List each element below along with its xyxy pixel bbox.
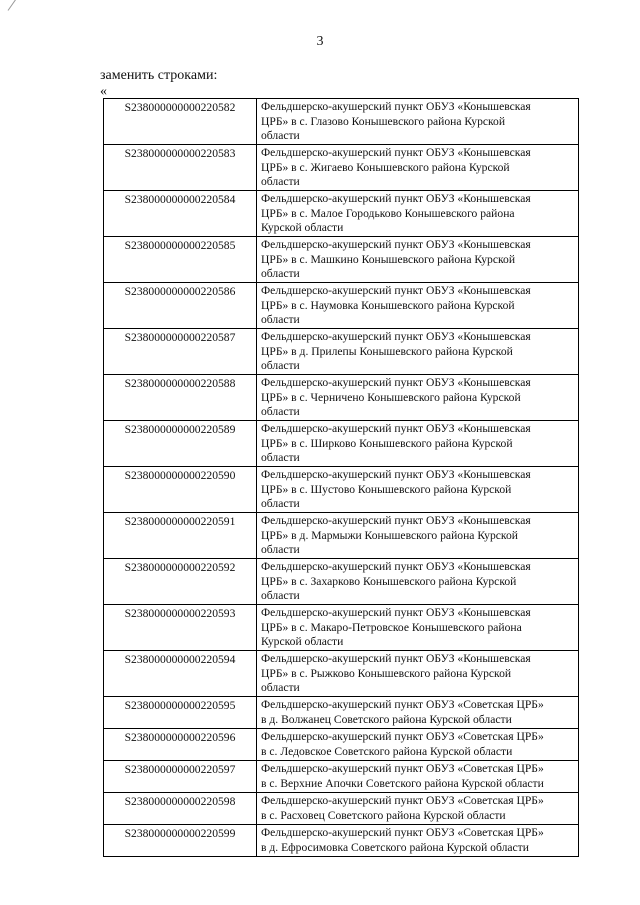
- facility-description-cell: [257, 825, 579, 857]
- facility-description-line: Фельдшерско-акушерский пункт ОБУЗ «Конышевская: [261, 560, 531, 573]
- table-row: [104, 99, 579, 145]
- table-row: [104, 559, 579, 605]
- facility-description-cell: [257, 605, 579, 651]
- facility-table-body: [104, 99, 579, 857]
- facility-description-line: Фельдшерско-акушерский пункт ОБУЗ «Конышевская: [261, 422, 531, 435]
- facility-description-cell: [257, 697, 579, 729]
- facility-description-line: Курской области: [261, 221, 344, 234]
- facility-code-cell: S238000000000220592: [104, 559, 257, 605]
- facility-description-cell: [257, 421, 579, 467]
- corner-scan-mark: [8, 0, 17, 11]
- table-row: [104, 421, 579, 467]
- facility-description-cell: [257, 513, 579, 559]
- table-row: [104, 283, 579, 329]
- facility-description-line: Фельдшерско-акушерский пункт ОБУЗ «Советская ЦРБ»: [261, 762, 544, 775]
- facility-table: [103, 98, 579, 857]
- facility-description-line: Фельдшерско-акушерский пункт ОБУЗ «Конышевская: [261, 238, 531, 251]
- facility-description-cell: [257, 99, 579, 145]
- facility-description-line: Фельдшерско-акушерский пункт ОБУЗ «Советская ЦРБ»: [261, 698, 544, 711]
- table-row: [104, 793, 579, 825]
- facility-description-line: ЦРБ» в с. Шустово Конышевского района Курской: [261, 482, 512, 496]
- facility-code-cell: S238000000000220587: [104, 329, 257, 375]
- facility-description-cell: [257, 145, 579, 191]
- facility-description-cell: [257, 467, 579, 513]
- facility-description-line: Фельдшерско-акушерский пункт ОБУЗ «Советская ЦРБ»: [261, 794, 544, 807]
- table-row: [104, 825, 579, 857]
- facility-description-line: области: [261, 267, 300, 280]
- facility-description-line: области: [261, 543, 300, 556]
- facility-description-line: Курской области: [261, 635, 344, 648]
- table-row: [104, 375, 579, 421]
- facility-code-cell: S238000000000220586: [104, 283, 257, 329]
- table-row: [104, 697, 579, 729]
- facility-description-cell: [257, 191, 579, 237]
- facility-description-line: ЦРБ» в с. Захарково Конышевского района Курской: [261, 574, 517, 588]
- facility-description-line: ЦРБ» в с. Рыжково Конышевского района Курской: [261, 666, 512, 680]
- facility-description-line: Фельдшерско-акушерский пункт ОБУЗ «Конышевская: [261, 330, 531, 343]
- facility-description-line: Фельдшерско-акушерский пункт ОБУЗ «Конышевская: [261, 468, 531, 481]
- facility-description-line: ЦРБ» в с. Жигаево Конышевского района Курской: [261, 160, 510, 174]
- facility-description-line: области: [261, 451, 300, 464]
- table-row: [104, 237, 579, 283]
- facility-description-line: Фельдшерско-акушерский пункт ОБУЗ «Конышевская: [261, 652, 531, 665]
- facility-description-cell: [257, 237, 579, 283]
- table-row: [104, 513, 579, 559]
- table-row: [104, 329, 579, 375]
- facility-code-cell: S238000000000220584: [104, 191, 257, 237]
- facility-description-line: Фельдшерско-акушерский пункт ОБУЗ «Конышевская: [261, 146, 531, 159]
- facility-code-cell: S238000000000220590: [104, 467, 257, 513]
- facility-description-line: в д. Ефросимовка Советского района Курской области: [261, 840, 529, 854]
- facility-description-line: ЦРБ» в с. Наумовка Конышевского района Курской: [261, 298, 515, 312]
- facility-description-cell: [257, 793, 579, 825]
- facility-description-line: Фельдшерско-акушерский пункт ОБУЗ «Конышевская: [261, 192, 531, 205]
- opening-quote: «: [100, 84, 107, 99]
- facility-description-line: Фельдшерско-акушерский пункт ОБУЗ «Советская ЦРБ»: [261, 826, 544, 839]
- facility-description-line: области: [261, 497, 300, 510]
- facility-description-line: Фельдшерско-акушерский пункт ОБУЗ «Конышевская: [261, 606, 531, 619]
- facility-code-cell: S238000000000220599: [104, 825, 257, 857]
- table-row: [104, 145, 579, 191]
- page-number: 3: [316, 34, 324, 49]
- facility-description-line: в с. Верхние Апочки Советского района Курской области: [261, 776, 544, 790]
- facility-code-cell: S238000000000220597: [104, 761, 257, 793]
- facility-description-cell: [257, 329, 579, 375]
- facility-code-cell: S238000000000220595: [104, 697, 257, 729]
- facility-code-cell: S238000000000220598: [104, 793, 257, 825]
- facility-code-cell: S238000000000220582: [104, 99, 257, 145]
- facility-description-line: Фельдшерско-акушерский пункт ОБУЗ «Конышевская: [261, 376, 531, 389]
- facility-description-cell: [257, 375, 579, 421]
- facility-description-line: ЦРБ» в д. Прилепы Конышевского района Курской: [261, 344, 513, 358]
- facility-description-line: в с. Расховец Советского района Курской области: [261, 808, 506, 822]
- facility-description-line: Фельдшерско-акушерский пункт ОБУЗ «Советская ЦРБ»: [261, 730, 544, 743]
- facility-code-cell: S238000000000220588: [104, 375, 257, 421]
- facility-description-line: ЦРБ» в с. Малое Городьково Конышевского района: [261, 206, 515, 220]
- facility-code-cell: S238000000000220594: [104, 651, 257, 697]
- facility-description-cell: [257, 283, 579, 329]
- facility-description-line: Фельдшерско-акушерский пункт ОБУЗ «Конышевская: [261, 514, 531, 527]
- facility-code-cell: S238000000000220589: [104, 421, 257, 467]
- table-row: [104, 605, 579, 651]
- facility-description-line: области: [261, 129, 300, 142]
- facility-description-line: Фельдшерско-акушерский пункт ОБУЗ «Конышевская: [261, 100, 531, 113]
- table-row: [104, 467, 579, 513]
- facility-description-line: ЦРБ» в с. Черничено Конышевского района Курской: [261, 390, 521, 404]
- facility-description-line: ЦРБ» в с. Макаро-Петровское Конышевского района: [261, 620, 522, 634]
- facility-description-cell: [257, 729, 579, 761]
- facility-description-line: ЦРБ» в с. Ширково Конышевского района Курской: [261, 436, 513, 450]
- table-row: [104, 191, 579, 237]
- table-row: [104, 651, 579, 697]
- intro-text: заменить строками:: [100, 68, 218, 83]
- facility-code-cell: S238000000000220593: [104, 605, 257, 651]
- facility-description-line: области: [261, 589, 300, 602]
- facility-description-line: области: [261, 313, 300, 326]
- facility-description-line: ЦРБ» в с. Машкино Конышевского района Курской: [261, 252, 516, 266]
- facility-description-line: области: [261, 359, 300, 372]
- facility-code-cell: S238000000000220591: [104, 513, 257, 559]
- facility-code-cell: S238000000000220596: [104, 729, 257, 761]
- facility-code-cell: S238000000000220585: [104, 237, 257, 283]
- table-row: [104, 761, 579, 793]
- facility-description-cell: [257, 761, 579, 793]
- facility-description-line: ЦРБ» в д. Мармыжи Конышевского района Курской: [261, 528, 518, 542]
- facility-description-cell: [257, 559, 579, 605]
- facility-description-line: области: [261, 175, 300, 188]
- facility-description-line: в с. Ледовское Советского района Курской области: [261, 744, 513, 758]
- facility-description-line: области: [261, 681, 300, 694]
- facility-code-cell: S238000000000220583: [104, 145, 257, 191]
- facility-description-line: в д. Волжанец Советского района Курской области: [261, 712, 512, 726]
- facility-description-cell: [257, 651, 579, 697]
- table-row: [104, 729, 579, 761]
- facility-description-line: области: [261, 405, 300, 418]
- facility-description-line: Фельдшерско-акушерский пункт ОБУЗ «Конышевская: [261, 284, 531, 297]
- facility-description-line: ЦРБ» в с. Глазово Конышевского района Курской: [261, 114, 506, 128]
